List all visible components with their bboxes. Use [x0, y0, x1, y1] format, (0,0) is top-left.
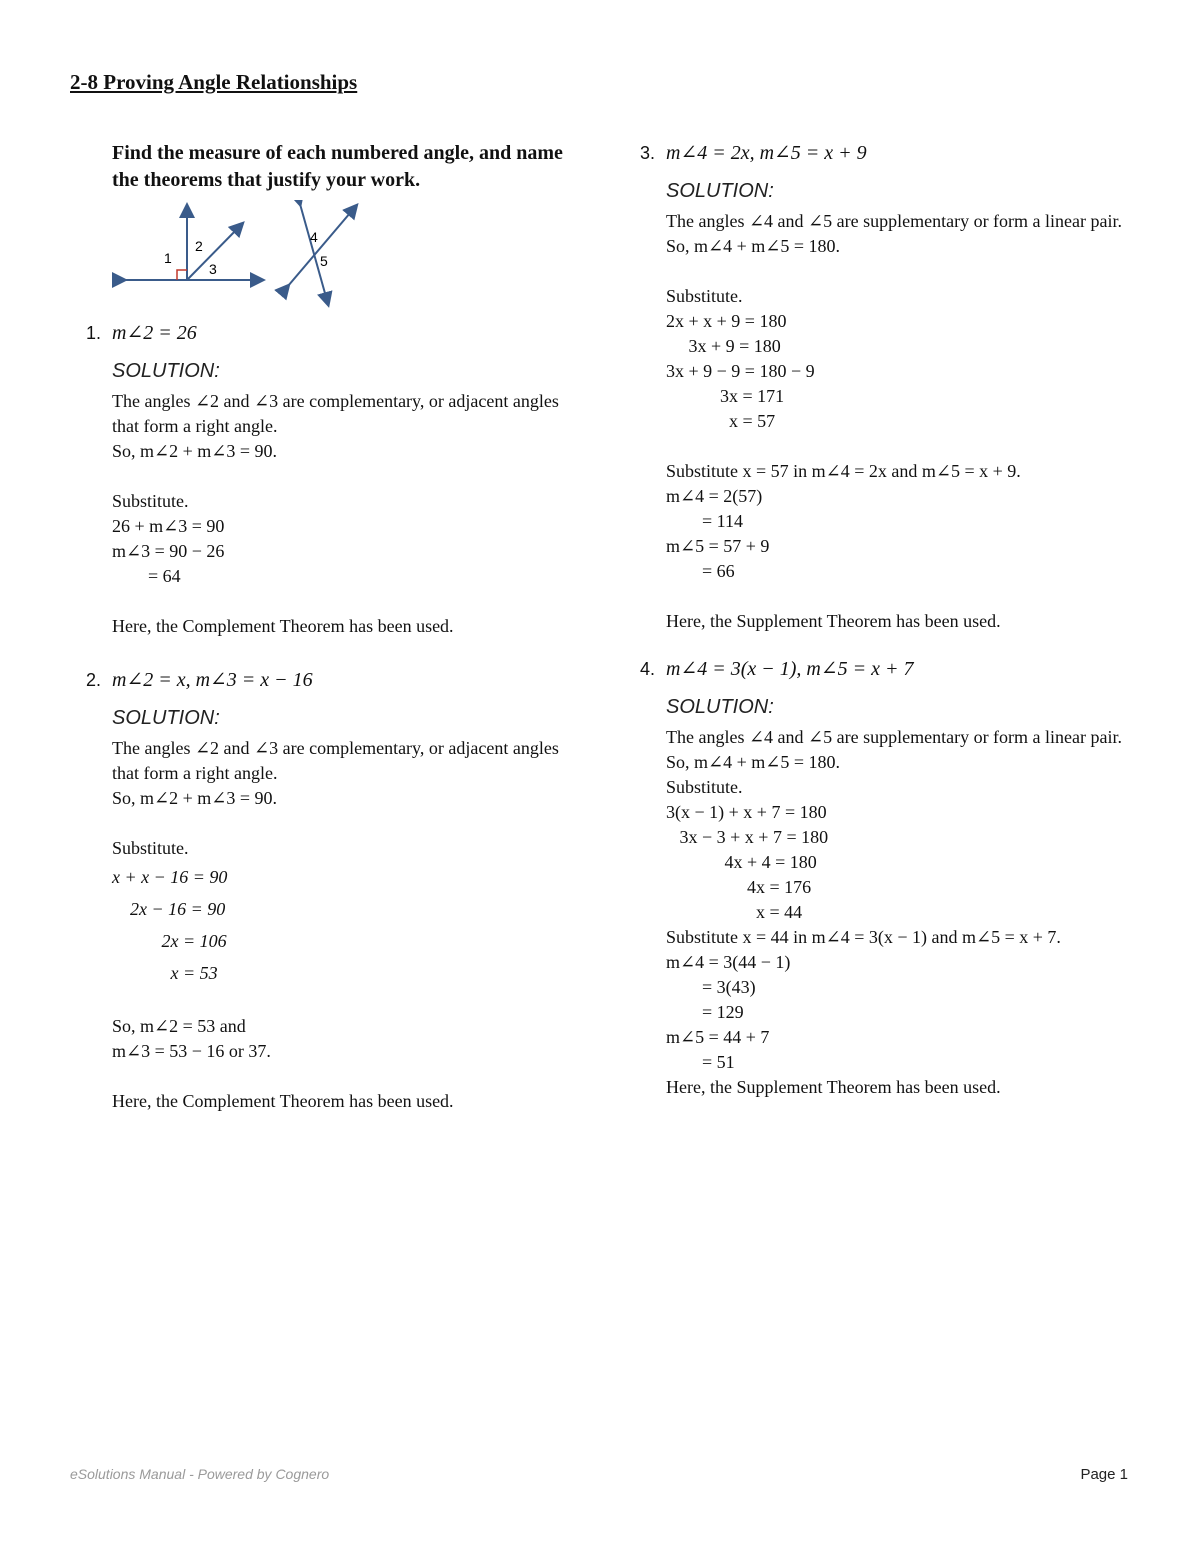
problem-number: 1.: [86, 323, 102, 343]
theorem-line: Here, the Supplement Theorem has been used.: [666, 1077, 1001, 1097]
equation-line: m∠5 = 44 + 7: [666, 1027, 770, 1047]
problem-given: m∠4 = 3(x − 1), m∠5 = x + 7: [666, 658, 914, 680]
equation-line: 26 + m∠3 = 90: [112, 516, 225, 536]
equation-line: m∠5 = 57 + 9: [666, 536, 770, 556]
angle-label-3: 3: [209, 261, 217, 277]
solution-line: So, m∠2 + m∠3 = 90.: [112, 788, 277, 808]
spacer: [666, 434, 1140, 459]
equation-line: = 51: [666, 1052, 735, 1072]
solution-line: Substitute.: [112, 838, 189, 858]
equation-line: m∠4 = 3(44 − 1): [666, 952, 791, 972]
solution-line: Substitute.: [666, 777, 743, 797]
equation-line: 4x + 4 = 180: [666, 852, 817, 872]
equation-line: = 129: [666, 1002, 744, 1022]
solution-line: The angles ∠4 and ∠5 are supplementary or form a linear pair.: [666, 727, 1123, 747]
equation-line: = 114: [666, 511, 743, 531]
right-angle-mark: [177, 270, 187, 280]
equation-line: x = 53: [112, 963, 218, 983]
spacer: [112, 1064, 586, 1089]
equation-line: 3x − 3 + x + 7 = 180: [666, 827, 829, 847]
solution-label: SOLUTION:: [112, 360, 220, 382]
angle-label-1: 1: [164, 250, 172, 266]
solution-label: SOLUTION:: [666, 180, 774, 202]
problem-4: [640, 656, 1140, 1100]
spacer: [666, 584, 1140, 609]
equation-line: 2x = 106: [112, 931, 227, 951]
solution-line: So, m∠4 + m∠5 = 180.: [666, 752, 840, 772]
angle-label-4: 4: [310, 229, 318, 245]
equation-line: m∠4 = 2(57): [666, 486, 763, 506]
problem-2: [86, 667, 586, 1114]
solution-line: So, m∠2 = 53 and: [112, 1016, 246, 1036]
footer-credit: eSolutions Manual - Powered by Cognero: [70, 1466, 330, 1482]
spacer: [112, 589, 586, 614]
page-title: 2-8 Proving Angle Relationships: [70, 70, 358, 94]
left-column: [86, 140, 586, 1114]
problem-given: m∠4 = 2x, m∠5 = x + 9: [666, 142, 867, 164]
equation-line: 4x = 176: [666, 877, 812, 897]
equation-line: 3x = 171: [666, 386, 785, 406]
solution-line: Substitute x = 57 in m∠4 = 2x and m∠5 = x + 9.: [666, 461, 1021, 481]
spacer: [112, 811, 586, 836]
solution-line: Substitute.: [666, 286, 743, 306]
theorem-line: Here, the Supplement Theorem has been used.: [666, 611, 1001, 631]
spacer: [666, 259, 1140, 284]
theorem-line: Here, the Complement Theorem has been used.: [112, 616, 454, 636]
solution-label: SOLUTION:: [666, 696, 774, 718]
theorem-line: Here, the Complement Theorem has been used.: [112, 1091, 454, 1111]
angle-label-2: 2: [195, 238, 203, 254]
equation-line: = 66: [666, 561, 735, 581]
problem-1: [86, 320, 586, 639]
equation-line: m∠3 = 90 − 26: [112, 541, 225, 561]
angle-label-5: 5: [320, 253, 328, 269]
spacer: [112, 464, 586, 489]
instructions: Find the measure of each numbered angle, and name the theorems that justify your work.: [112, 142, 563, 191]
solution-line: m∠3 = 53 − 16 or 37.: [112, 1041, 271, 1061]
solution-line: So, m∠2 + m∠3 = 90.: [112, 441, 277, 461]
solution-line: The angles ∠2 and ∠3 are complementary, or adjacent angles that form a right angle.: [112, 738, 559, 783]
spacer: [112, 989, 586, 1014]
equation-line: x = 57: [666, 411, 776, 431]
solution-line: So, m∠4 + m∠5 = 180.: [666, 236, 840, 256]
equation-line: = 64: [112, 566, 181, 586]
problem-number: 2.: [86, 670, 102, 690]
solution-label: SOLUTION:: [112, 707, 220, 729]
equation-line: 2x + x + 9 = 180: [666, 311, 787, 331]
problem-number: 4.: [640, 659, 656, 679]
equation-line: 2x − 16 = 90: [112, 899, 226, 919]
equation-line: = 3(43): [666, 977, 756, 997]
problem-given: m∠2 = 26: [112, 322, 197, 344]
right-column: [640, 140, 1140, 1100]
solution-line: Substitute x = 44 in m∠4 = 3(x − 1) and m∠5 = x + 7.: [666, 927, 1061, 947]
equation-line: x + x − 16 = 90: [112, 867, 228, 887]
angle-figure: [112, 200, 372, 310]
crossing-line-a: [288, 206, 356, 286]
equation-line: 3x + 9 = 180: [666, 336, 781, 356]
problem-given: m∠2 = x, m∠3 = x − 16: [112, 669, 313, 691]
equation-line: 3(x − 1) + x + 7 = 180: [666, 802, 827, 822]
solution-line: The angles ∠2 and ∠3 are complementary, or adjacent angles that form a right angle.: [112, 391, 559, 436]
page-number: Page 1: [1080, 1466, 1128, 1483]
equation-line: 3x + 9 − 9 = 180 − 9: [666, 361, 815, 381]
problem-3: [640, 140, 1140, 634]
solution-line: Substitute.: [112, 491, 189, 511]
solution-line: The angles ∠4 and ∠5 are supplementary or form a linear pair.: [666, 211, 1123, 231]
equation-line: x = 44: [666, 902, 803, 922]
problem-number: 3.: [640, 143, 656, 163]
